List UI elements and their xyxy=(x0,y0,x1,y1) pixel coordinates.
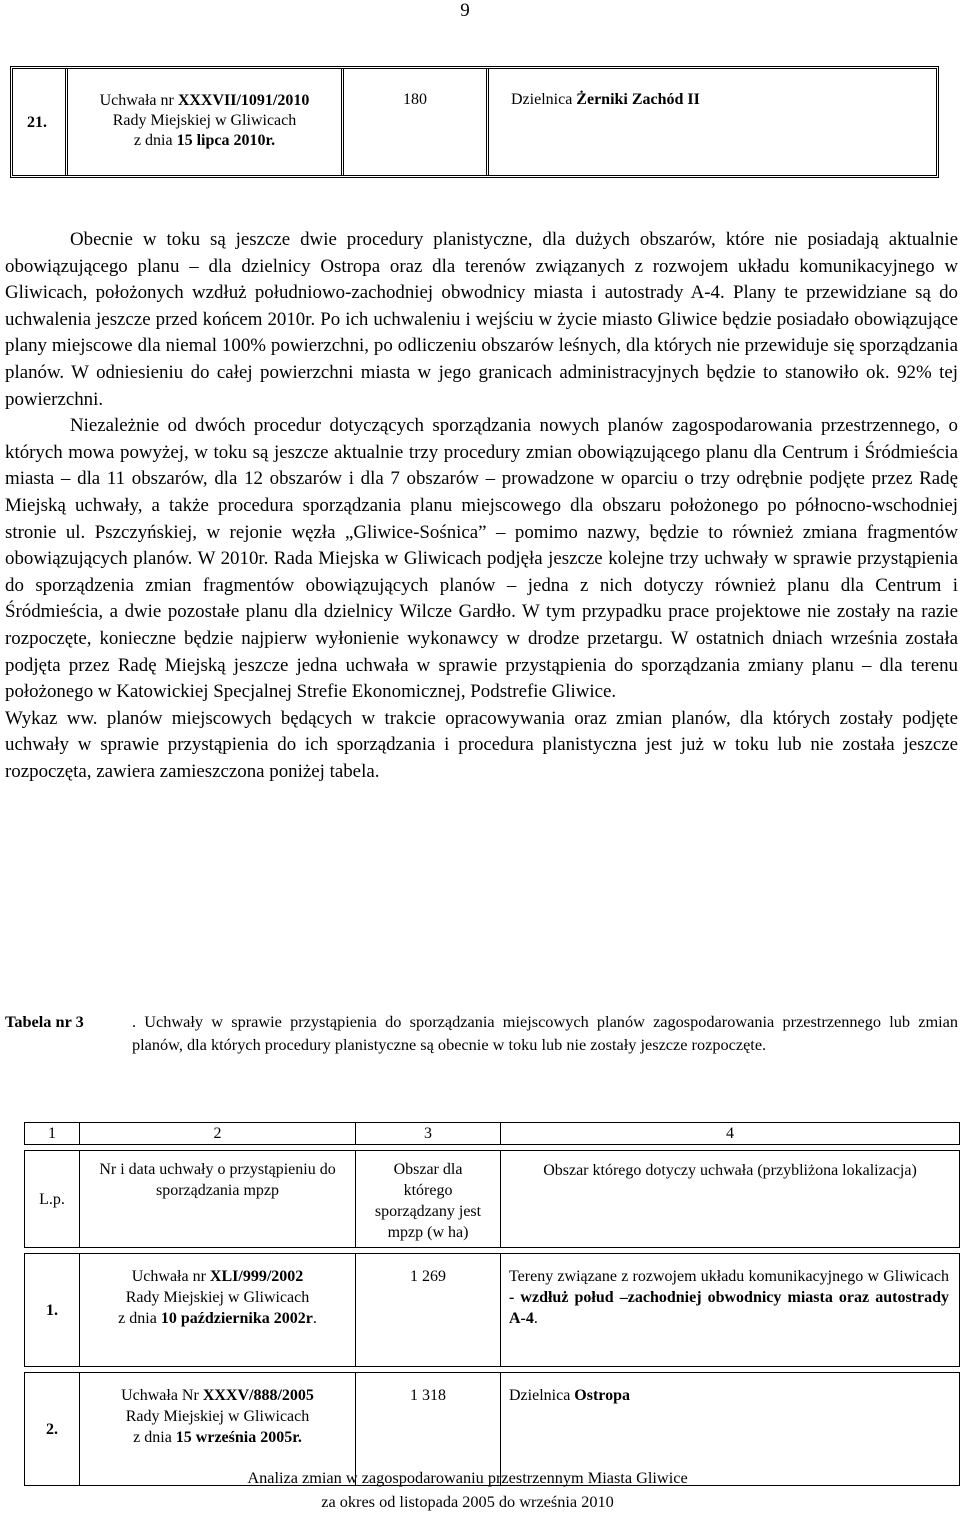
body-text xyxy=(5,227,958,785)
row-location: Tereny związane z rozwojem układu komunikacyjnego w Gliwicach - wzdłuż połud –zachodniej obwodnicy miasta oraz autostrady A-4. xyxy=(501,1254,960,1367)
row-location: Dzielnica Ostropa xyxy=(501,1373,960,1486)
row-lp: 2. xyxy=(25,1373,80,1486)
column-number: 1 xyxy=(25,1123,80,1145)
column-number: 2 xyxy=(80,1123,356,1145)
header-resolution: Nr i data uchwały o przystąpieniu do sporządzania mpzp xyxy=(80,1151,356,1248)
column-number: 4 xyxy=(501,1123,960,1145)
table-row xyxy=(25,1254,960,1367)
resolution-cell xyxy=(68,69,344,175)
column-number-row xyxy=(25,1123,960,1145)
resolutions-table xyxy=(24,1122,960,1486)
row-resolution: Uchwała nr XLI/999/2002 Rady Miejskiej w Gliwicach z dnia 10 października 2002r. xyxy=(80,1254,356,1367)
table-caption-text: . Uchwały w sprawie przystąpienia do sporządzania miejscowych planów zagospodarowania przestrzennego lub zmian planów, dla których procedury planistyczne są obecnie w toku lub nie zostały jeszcze rozpoczęte. xyxy=(132,1012,958,1054)
location-text: Dzielnica Żerniki Zachód II xyxy=(511,91,700,108)
page-number: 9 xyxy=(460,0,470,21)
row-area: 1 318 xyxy=(356,1373,501,1486)
previous-table-row xyxy=(10,66,939,178)
page-footer xyxy=(0,1466,935,1514)
footer-line: Analiza zmian w zagospodarowaniu przestrzennym Miasta Gliwice xyxy=(247,1468,688,1487)
row-area: 1 269 xyxy=(356,1254,501,1367)
area-cell xyxy=(344,69,489,175)
row-resolution: Uchwała Nr XXXV/888/2005 Rady Miejskiej w Gliwicach z dnia 15 września 2005r. xyxy=(80,1373,356,1486)
row-number: 21. xyxy=(27,114,47,131)
row-lp: 1. xyxy=(25,1254,80,1367)
area-value: 180 xyxy=(403,91,427,108)
paragraph: Wykaz ww. planów miejscowych będących w trakcie opracowywania oraz zmian planów, dla których zostały podjęte uchwały w sprawie przystąpienia do ich sporządzania i procedura planistyczna jest już w toku lub nie została jeszcze rozpoczęta, zawiera zamieszczona poniżej tabela. xyxy=(5,707,958,782)
header-location: Obszar którego dotyczy uchwała (przybliżona lokalizacja) xyxy=(501,1151,960,1248)
table-caption-lead: Tabela nr 3 xyxy=(5,1012,84,1031)
column-number: 3 xyxy=(356,1123,501,1145)
footer-line: za okres od listopada 2005 do września 2010 xyxy=(321,1492,614,1511)
paragraph: Niezależnie od dwóch procedur dotyczących sporządzania nowych planów zagospodarowania przestrzennego, o których mowa powyżej, w toku są jeszcze aktualnie trzy procedury zmian obowiązującego planu dla Centrum i Śródmieścia miasta – dla 11 obszarów, dla 12 obszarów i dla 7 obszarów – prowadzone w oparciu o trzy odrębnie podjęte przez Radę Miejską uchwały, a także procedura sporządzania planu miejscowego dla obszaru położonego po północno-wschodniej stronie ul. Pszczyńskiej, w rejonie węzła „Gliwice-Sośnica” – pomimo nazwy, będzie to również zmiana fragmentów obowiązujących planów. W 2010r. Rada Miejska w Gliwicach podjęła jeszcze kolejne trzy uchwały w sprawie przystąpienia do sporządzenia zmian fragmentów obowiązujących planów – jedna z nich dotyczy również planu dla Centrum i Śródmieścia, a dwie pozostałe planu dla dzielnicy Wilcze Gardło. W tym przypadku prace projektowe nie zostały na razie rozpoczęte, konieczne będzie najpierw wyłonienie wykonawcy w drodze przetargu. W ostatnich dniach września została podjęta przez Radę Miejską jeszcze jedna uchwała w sprawie przystąpienia do sporządzania zmiany planu – dla terenu położonego w Katowickiej Specjalnej Strefie Ekonomicznej, Podstrefie Gliwice. xyxy=(5,415,958,703)
paragraph: Obecnie w toku są jeszcze dwie procedury planistyczne, dla dużych obszarów, które nie posiadają aktualnie obowiązującego planu – dla dzielnicy Ostropa oraz dla terenów związanych z rozwojem układu komunikacyjnego w Gliwicach, położonych wzdłuż południowo-zachodniej obwodnicy miasta i autostrady A-4. Plany te przewidziane są do uchwalenia jeszcze przed końcem 2010r. Po ich uchwaleniu i wejściu w życie miasto Gliwice będzie posiadało obowiązujące plany miejscowe dla niemal 100% powierzchni, po odliczeniu obszarów leśnych, dla których nie przewiduje się sporządzania planów. W odniesieniu do całej powierzchni miasta w jego granicach administracyjnych będzie to stanowiło ok. 92% tej powierzchni. xyxy=(5,229,958,410)
resolution-text: Uchwała nr XXXVII/1091/2010 Rady Miejskiej w Gliwicach z dnia 15 lipca 2010r. xyxy=(99,92,310,149)
header-area: Obszar dla którego sporządzany jest mpzp (w ha) xyxy=(356,1151,501,1248)
table-header-row xyxy=(25,1151,960,1248)
header-lp: L.p. xyxy=(25,1151,80,1248)
location-cell xyxy=(489,69,936,175)
row-number-cell xyxy=(13,69,68,175)
